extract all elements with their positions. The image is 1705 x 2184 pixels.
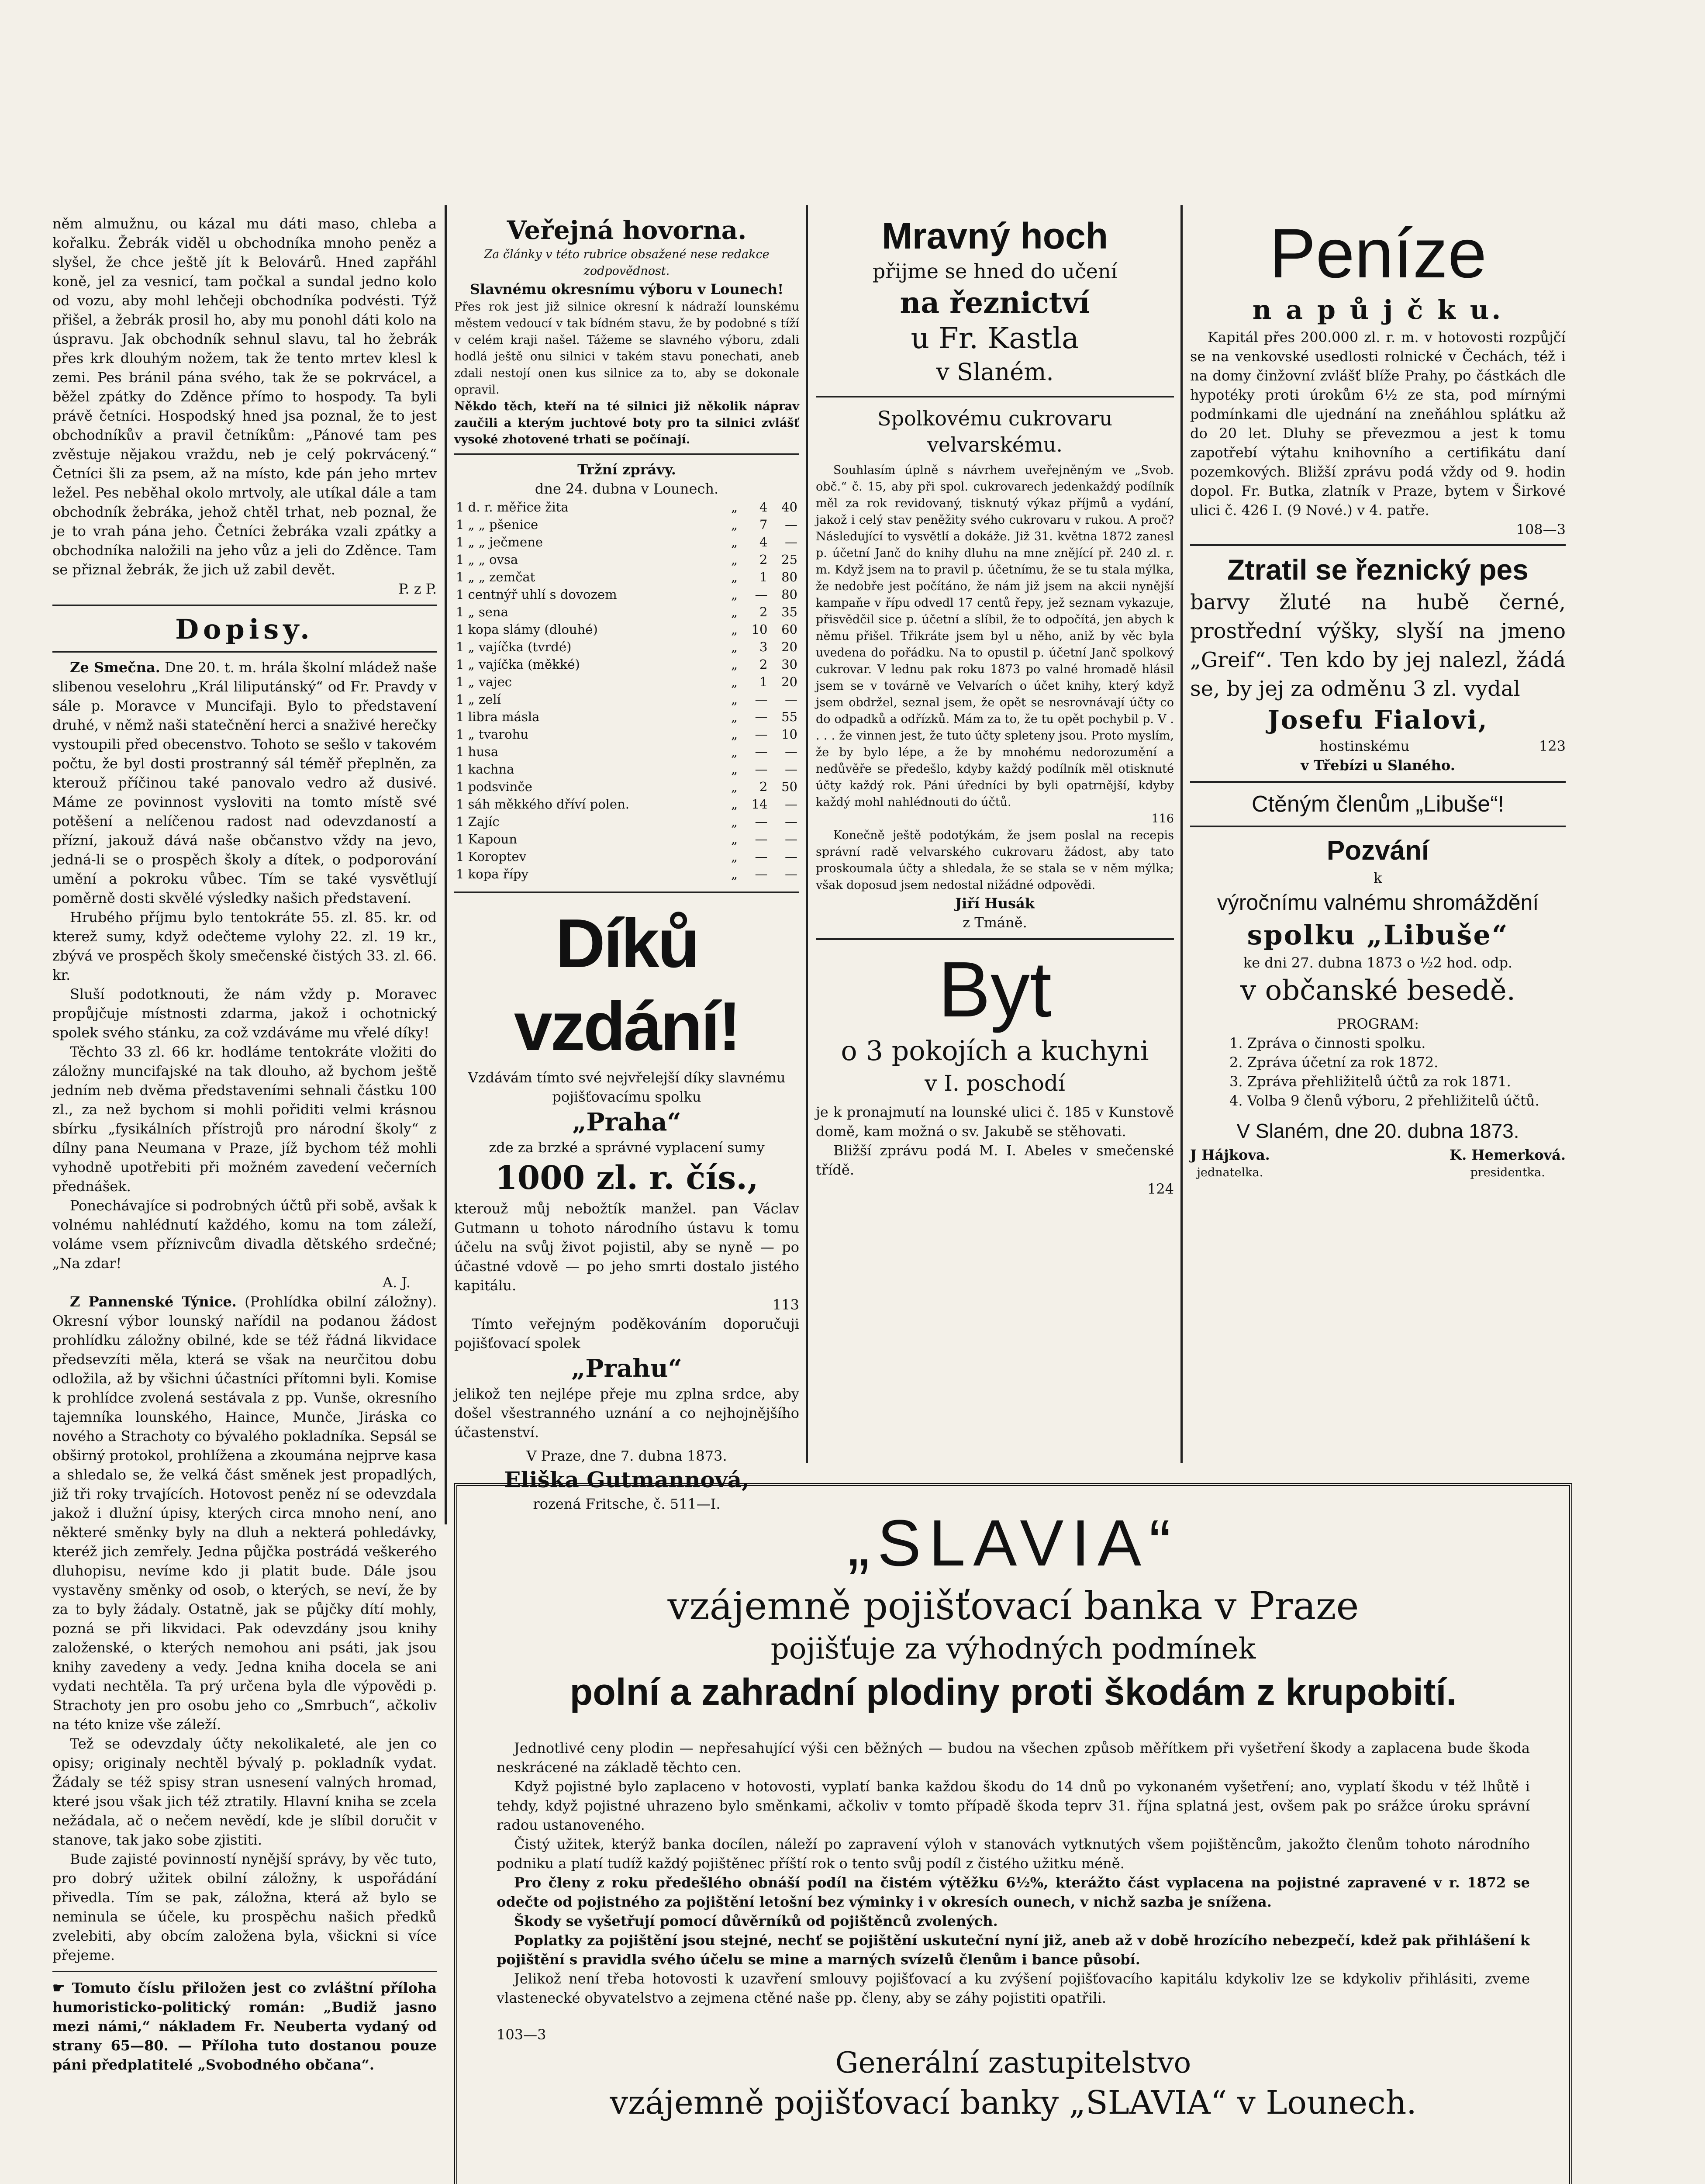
market-cell: 20 bbox=[781, 639, 797, 654]
slavia-paragraph bbox=[497, 1835, 1530, 1873]
thanks-text: kterouž můj nebožtík manžel. pan Václav Gutmann u tohoto národního ústavu k tomu účelu na svůj život pojistil, aby se nyně — po účastné vdově — po jeho smrti dostalo jistého kapitálu. bbox=[454, 1200, 799, 1294]
thanks-text: jelikož ten nejlépe přeje mu zplna srdce, aby došel všestranného uznání a co nejhojnějšího účastenství. bbox=[454, 1386, 799, 1441]
slavia-paragraph-text: Pro členy z roku předešlého obnáší podíl na čistém výtěžku 6½%, kterážto část vyplacena na pojistné zapravené v r. 1872 se odečte od pojistného za pojištění letošní bez výminky i v okresích ounech, v nichž sazba je snížena. bbox=[497, 1874, 1530, 1910]
lost-dog-signature-line bbox=[1190, 736, 1566, 756]
apprentice-ad-place: v Slaném. bbox=[936, 358, 1054, 386]
sugar-signature: Jiří Husák bbox=[955, 895, 1035, 912]
market-cell: „ bbox=[731, 587, 738, 602]
thanks-sum: 1000 zl. r. čís., bbox=[495, 1159, 759, 1197]
slavia-paragraph-text: Čistý užitek, kterýž banka docílen, náleží po zapravení výloh v stanovách vytknutých všem pojištěncům, jakožto členům tohoto národního podniku a platí tudíž každý pojištěnec příští rok o tento svůj podíl z čistého užitku méně. bbox=[497, 1836, 1530, 1872]
market-cell: „ bbox=[731, 639, 738, 654]
market-row bbox=[454, 656, 799, 673]
column-rule-1 bbox=[445, 205, 447, 1524]
market-cell: 1 „ „ ovsa bbox=[456, 552, 518, 567]
column-1 bbox=[52, 214, 437, 2074]
slavia-paragraph bbox=[497, 1738, 1530, 1777]
flat-ad-heading: Byt bbox=[938, 946, 1052, 1033]
place-smecno: Ze Smečna. bbox=[70, 659, 160, 676]
paragraph bbox=[52, 1849, 437, 1965]
market-cell: „ bbox=[731, 535, 738, 549]
program-item: 3. Zpráva přehližitelů účtů za rok 1871. bbox=[1229, 1073, 1511, 1090]
market-cell: 4 bbox=[759, 535, 768, 549]
paragraph-text: Sluší podotknouti, že nám vždy p. Moravec propůjčuje místnosti zdarma, jakož i ochotnický spolek svého stánku, za což vzdáváme mu vřelé díky! bbox=[52, 986, 437, 1041]
libuse-greeting: Ctěným členům „Libuše“! bbox=[1252, 791, 1504, 817]
market-cell: 35 bbox=[781, 605, 797, 619]
market-cell: — bbox=[785, 517, 797, 532]
lost-dog-signature-role: hostinskému bbox=[1319, 738, 1410, 754]
column-3 bbox=[816, 214, 1174, 1199]
market-cell: „ bbox=[731, 692, 738, 707]
slavia-paragraph-text: Jednotlivé ceny plodin — nepřesahující výši cen běžných — budou na všechen způsob měřítkem při vyšetření škody a zaplacena bude škoda neskrácené na základě těchto cen. bbox=[497, 1740, 1530, 1776]
divider bbox=[816, 938, 1174, 940]
divider bbox=[454, 892, 799, 893]
market-cell: 1 kopa slámy (dlouhé) bbox=[456, 622, 598, 637]
libuse-place: v občanské besedě. bbox=[1240, 975, 1515, 1007]
column-rule-3 bbox=[1180, 205, 1183, 1463]
paragraph-text: Ponechávajíce si podrobných účtů při sobě, avšak k volnému nahlédnutí každého, komu na tom záleží, voláme vsem příznivcům divadla dětského srdečné; „Na zdar! bbox=[52, 1197, 437, 1272]
divider bbox=[816, 396, 1174, 397]
market-row bbox=[454, 760, 799, 778]
market-row bbox=[454, 778, 799, 795]
place-tynice: Z Pannenské Týnice. bbox=[70, 1293, 237, 1310]
market-table bbox=[454, 498, 799, 883]
ad-number: 113 bbox=[772, 1296, 799, 1313]
market-cell: 14 bbox=[751, 797, 768, 812]
ad-number: 103—3 bbox=[497, 2026, 546, 2043]
market-cell: 2 bbox=[759, 605, 768, 619]
market-cell: „ bbox=[731, 622, 738, 637]
thanks-text: Vzdávám tímto své nejvřelejší díky slavnému pojišťovacímu spolku bbox=[468, 1069, 786, 1105]
divider bbox=[52, 605, 437, 606]
libuse-meeting: výročnímu valnému shromáždění bbox=[1217, 890, 1539, 915]
market-cell: „ bbox=[731, 744, 738, 759]
slavia-title: „SLAVIA“ bbox=[847, 1506, 1179, 1579]
thanks-heading: Díků vzdání! bbox=[514, 905, 740, 1065]
libuse-date: ke dni 27. dubna 1873 o ½2 hod. odp. bbox=[1243, 954, 1513, 971]
market-row bbox=[454, 603, 799, 621]
slavia-line1: vzájemně pojišťovací banka v Praze bbox=[667, 1583, 1359, 1628]
market-cell: 25 bbox=[781, 552, 797, 567]
slavia-ad-box bbox=[454, 1483, 1572, 2184]
market-cell: 1 d. r. měřice žita bbox=[456, 500, 569, 515]
market-cell: 50 bbox=[781, 779, 797, 794]
market-cell: „ bbox=[731, 657, 738, 672]
slavia-paragraph bbox=[497, 1931, 1530, 1969]
market-row bbox=[454, 865, 799, 883]
flat-ad-info-text: Bližší zprávu podá M. I. Abeles v smečenské třídě. bbox=[816, 1142, 1174, 1178]
paragraph bbox=[52, 1196, 437, 1273]
letter-smecno bbox=[52, 658, 437, 908]
program-list bbox=[1190, 1033, 1566, 1110]
ad-number: 116 bbox=[1151, 812, 1174, 826]
thanks-date: V Praze, dne 7. dubna 1873. bbox=[526, 1448, 727, 1464]
market-cell: „ bbox=[731, 832, 738, 847]
loan-ad-subheading: n a p ů j č k u. bbox=[1252, 295, 1504, 325]
market-cell: 1 „ sena bbox=[456, 605, 508, 619]
letter-tynice bbox=[52, 1292, 437, 1734]
market-cell: — bbox=[755, 727, 768, 742]
market-cell: „ bbox=[731, 709, 738, 724]
market-cell: — bbox=[755, 744, 768, 759]
slavia-paragraph bbox=[497, 1969, 1530, 2008]
flat-ad-rooms: o 3 pokojích a kuchyni bbox=[841, 1035, 1149, 1067]
letter-signature: A. J. bbox=[383, 1274, 411, 1291]
slavia-paragraph bbox=[497, 1873, 1530, 1911]
market-cell: 2 bbox=[759, 779, 768, 794]
ad-number: 124 bbox=[1147, 1181, 1174, 1197]
market-cell: 10 bbox=[751, 622, 768, 637]
market-heading: Tržní zprávy. bbox=[577, 461, 676, 478]
market-cell: 1 podsvinče bbox=[456, 779, 532, 794]
market-cell: 4 bbox=[759, 500, 768, 515]
market-cell: — bbox=[785, 762, 797, 777]
market-cell: 1 bbox=[759, 570, 768, 584]
public-forum-heading: Veřejná hovorna. bbox=[507, 215, 747, 245]
market-cell: 10 bbox=[781, 727, 797, 742]
market-cell: 1 „ tvarohu bbox=[456, 727, 528, 742]
ad-number: 108—3 bbox=[1516, 521, 1566, 538]
sugar-heading: Spolkovému cukrovaru velvarskému. bbox=[877, 407, 1112, 456]
libuse-club: spolku „Libuše“ bbox=[1247, 919, 1509, 951]
slavia-paragraph-text: Škody se vyšetřují pomocí důvěrníků od pojištěnců zvolených. bbox=[514, 1913, 998, 1929]
market-row bbox=[454, 743, 799, 760]
market-row bbox=[454, 813, 799, 830]
market-cell: „ bbox=[731, 867, 738, 881]
thanks-signature-note: rozená Fritsche, č. 511—I. bbox=[533, 1496, 721, 1512]
market-cell: — bbox=[755, 709, 768, 724]
supplement-notice bbox=[52, 1978, 437, 2074]
market-cell: „ bbox=[731, 500, 738, 515]
market-row bbox=[454, 848, 799, 865]
libuse-invitation-heading: Pozvání bbox=[1326, 836, 1429, 866]
loan-ad-body-text: Kapitál přes 200.000 zl. r. m. v hotovosti rozpůjčí se na venkovské usedlosti rolnické v Čechách, též i na domy činžovní zvlášť blíže Prahy, po částkách dle hypotéky proti úrokům 6½ ze sta, pod mírnými podmínkami dle ujednání na zneňáhlou splátku až do 20 let. Dluhy se převezmou a jest k tomu zapotřebí výtahu knihovního a certifikátu daní pozemkových. Bližší zprávu podá vždy od 9. hodin dopol. Fr. Butka, zlatník v Praze, bytem v Širkové ulici č. 426 I. (9 Nové.) v 4. patře. bbox=[1190, 329, 1566, 518]
market-date: dne 24. dubna v Lounech. bbox=[535, 480, 719, 497]
market-cell: 3 bbox=[759, 639, 768, 654]
sugar-body-text: Souhlasím úplně s návrhem uveřejněným ve „Svob. obč.“ č. 15, aby při spol. cukrovarech jedenkaždý podílník měl za rok revidovaný, tisknutý výkaz příjmů a vydání, jakož i celý stav peněžity svého cukrovaru v rukou. A proč? Následující to vysvětlí a dokáže. Již 31. května 1872 zanesl p. účetní Janč do knihy dluhu na mne znějící př. 240 zl. r. m. Když jsem na to pravil p. účetnímu, že se tu stala mýlka, že nedobře jest počítáno, že nám již jsem na akcii nynější kampaňe v řípu odvedl 17 centů řepy, jež seznam vykazuje, přisvědčil sice p. účetní a slíbil, že to odpočítá, jen abych k němu přišel. Třikráte jsem byl u něho, aniž by věc byla uvedena do pořádku. Na to opustil p. účetní Janč spolkový cukrovar. V lednu pak roku 1873 po valné hromadě hlásil jsem se v továrně ve Velvarích o účet knihy, který když jsem obdržel, seznal jsem, že opět se nesrovnávají účty co do odpadků a odřízků. Mám za to, že tu opět pochybil p. V . . . . že vinnen jest, že tuto účty spleteny jsou. Proto myslím, že by bylo lépe, a že by mnohému nedorozumění a nedůvěře se předešlo, kdyby každý podílník měl otisknuté účty každý rok. Páni úředníci by byli opatrnější, kdyby každý mohl nahlédnouti do účtů. bbox=[816, 463, 1174, 809]
slavia-paragraph bbox=[497, 1911, 1530, 1931]
public-forum-addressee: Slavnému okresnímu výboru v Lounech! bbox=[469, 281, 784, 297]
market-cell: „ bbox=[731, 517, 738, 532]
thanks-text bbox=[454, 1314, 799, 1353]
lost-dog-heading: Ztratil se řeznický pes bbox=[1227, 553, 1529, 586]
divider bbox=[1190, 826, 1566, 827]
program-heading: PROGRAM: bbox=[1336, 1016, 1419, 1032]
libuse-k: k bbox=[1374, 870, 1382, 886]
paragraph-text: Hrubého příjmu bylo tentokráte 55. zl. 85. kr. od kterež sumy, když odečteme vylohy 22. zl. 19 kr., zbývá ve prospěch školy smečenské čistých 33. zl. 66. kr. bbox=[52, 909, 437, 983]
thanks-text: zde za brzké a správné vyplacení sumy bbox=[489, 1139, 765, 1156]
libuse-signoff: V Slaném, dne 20. dubna 1873. bbox=[1236, 1120, 1519, 1142]
slavia-paragraph bbox=[497, 1777, 1530, 1835]
public-forum-body: Přes rok jest již silnice okresní k nádraží lounskému městem vedoucí v tak bídném stavu, že by podobné s tíží v celém kraji našel. Tážeme se slavného výboru, zdali hodlá ještě onu silnici v takém stavu ponechati, aneb zdali nestojí onen kus silnice za to, aby se dokonale opravil. bbox=[454, 300, 799, 397]
column-2 bbox=[454, 214, 799, 1514]
sugar-signature-place: z Tmáně. bbox=[963, 914, 1027, 931]
market-cell: 1 Kapoun bbox=[456, 832, 518, 847]
market-cell: 1 sáh měkkého dříví polen. bbox=[456, 797, 629, 812]
paragraph bbox=[52, 985, 437, 1042]
slavia-line3: polní a zahradní plodiny proti škodám z krupobití. bbox=[569, 1671, 1457, 1713]
supplement-notice-text: Tomuto číslu přiložen jest co zvláštní příloha humoristicko-politický román: „Budiž jasno mezi námi,“ nákladem Fr. Neuberta vydaný od strany 65—80. — Příloha tuto dostanou pouze páni předplatitelé „Svobodného občana“. bbox=[52, 1980, 437, 2073]
market-row bbox=[454, 586, 799, 603]
market-cell: 1 „ „ ječmene bbox=[456, 535, 543, 549]
market-cell: — bbox=[755, 849, 768, 864]
market-row bbox=[454, 498, 799, 516]
market-cell: — bbox=[785, 814, 797, 829]
paragraph bbox=[52, 1042, 437, 1196]
market-row bbox=[454, 533, 799, 551]
market-cell: „ bbox=[731, 779, 738, 794]
flat-ad-info bbox=[816, 1141, 1174, 1179]
letter-tynice-text: (Prohlídka obilní záložny). Okresní výbor lounský nařídil na podanou žádost prohlídku záložny obilné, kde se též řádná likvidace předsevzíti měla, která se však na neurčitou dobu odložila, až by všichni účastníci přítomni byli. Komise k prohlídce zvolená sestávala z pp. Vunše, okresního tajemníka lounského, Haince, Munče, Jiráska co novéhо a Strachoty co bývalého pokladníka. Sepsál se obširný protokol, prohlížena a zkoumána nejprve kasa a shledalo se, že velká část směnek jest propadlých, již tři roky trvajících. Hotovost peněz ní se odevzdala jakož i dlužní úpisy, kterých circa mnoho není, ano některé směnky byly na dluh a nekterá pohledávky, kteréž jich zemřely. Jedna půjčka postrádá veškerého dluhopisu, nevíme kdo ji platit bude. Dále jsou vystavěny směnky od osob, o kterých, se neví, že by za to byly žádaly. Ostatně, jak se půjčky dítí mohly, pozná se při likvidaci. Pak odevzdány jsou knihy založenské, o kterých nemohou ani psáti, jak jsou knihy zavedeny a vedy. Jedna kniha docela se ani vydati nechtěla. Ta prý určena byla dle výpovědi p. Strachoty jen pro osobu jeho co „Smrbuch“, ačkoliv na této knize vše záleží. bbox=[52, 1293, 437, 1733]
slavia-paragraph-text: Jelikož není třeba hotovosti k uzavření smlouvy pojišťovací a ku zvýšení pojišťovacího kapitálu kdykoliv lze se kdykoliv přihlásiti, zveme vlastenecké obyvatelstvo a zejmena ctěné naše pp. členy, aby se záhy pojistiti opatřili. bbox=[497, 1970, 1530, 2006]
market-cell: 80 bbox=[781, 570, 797, 584]
thanks-company: „Prahu“ bbox=[571, 1354, 682, 1383]
pointing-hand-icon: ☛ bbox=[52, 1980, 72, 1996]
apprentice-ad-name: u Fr. Kastla bbox=[911, 321, 1079, 355]
market-cell: „ bbox=[731, 814, 738, 829]
program-item: 1. Zpráva o činnosti spolku. bbox=[1229, 1035, 1426, 1051]
market-cell: 1 „ zelí bbox=[456, 692, 501, 707]
market-cell: „ bbox=[731, 849, 738, 864]
market-cell: — bbox=[755, 832, 768, 847]
thanks-company: „Praha“ bbox=[572, 1108, 681, 1137]
divider bbox=[1190, 781, 1566, 783]
market-row bbox=[454, 638, 799, 656]
market-cell: „ bbox=[731, 570, 738, 584]
market-cell: 1 „ vajíčka (tvrdé) bbox=[456, 639, 572, 654]
slavia-paragraph-text: Když pojistné bylo zaplaceno v hotovosti, vyplatí banka každou škodu do 14 dnů po vykonaném vyšetření; ano, vyplatí škodu v též lhůtě i tehdy, když pojistné uhrazeno bylo směnkami, ačkoliv v tomto případě škoda teprv 31. října splatná jest, ovšem pak po srážce úroku správní radou ustanoveného. bbox=[497, 1778, 1530, 1833]
apprentice-ad-line: přijme se hned do učení bbox=[872, 259, 1118, 283]
market-row bbox=[454, 691, 799, 708]
market-cell: — bbox=[785, 744, 797, 759]
market-cell: „ bbox=[731, 727, 738, 742]
apprentice-ad-trade: na řeznictví bbox=[900, 286, 1090, 320]
dopisy-heading: Dopisy. bbox=[175, 613, 314, 645]
loan-ad-body bbox=[1190, 328, 1566, 520]
market-row bbox=[454, 551, 799, 568]
lost-dog-signature: Josefu Fialovi, bbox=[1267, 705, 1488, 735]
thanks-text-line: Tímto veřejným poděkováním doporučuji pojišťovací spolek bbox=[454, 1316, 799, 1351]
market-cell: — bbox=[785, 797, 797, 812]
paragraph bbox=[52, 1734, 437, 1849]
program-item: 2. Zpráva účetní za rok 1872. bbox=[1229, 1054, 1439, 1071]
public-forum-closing: Někdo těch, kteří na té silnici již několik náprav zaučili a kterým juchtové boty pro ta silnici zvlášť vysoké zhotovené trhati se počínají. bbox=[454, 400, 799, 446]
signature-role: jednatelka. bbox=[1197, 1166, 1263, 1179]
signature-name: J Hájkova. bbox=[1190, 1147, 1270, 1163]
market-cell: 2 bbox=[759, 657, 768, 672]
libuse-signature-secretary bbox=[1190, 1145, 1270, 1181]
market-cell: 2 bbox=[759, 552, 768, 567]
market-cell: 30 bbox=[781, 657, 797, 672]
market-row bbox=[454, 673, 799, 691]
market-row bbox=[454, 568, 799, 586]
sugar-body bbox=[816, 462, 1174, 811]
market-cell: 1 bbox=[759, 674, 768, 689]
market-cell: 1 Koroptev bbox=[456, 849, 527, 864]
divider bbox=[52, 651, 437, 653]
column-rule-2 bbox=[806, 205, 808, 1463]
signature-name: K. Hemerková. bbox=[1450, 1147, 1566, 1163]
market-cell: 1 „ vajíčka (měkké) bbox=[456, 657, 580, 672]
market-cell: 1 libra másla bbox=[456, 709, 540, 724]
market-row bbox=[454, 708, 799, 726]
thanks-signature: Eliška Gutmannová, bbox=[504, 1467, 749, 1493]
paragraph bbox=[52, 908, 437, 985]
paragraph-text: Bude zajisté povinností nynější správy, by věc tuto, pro dobrý užitek obilní záložny, k uspořádání přivedla. Tím se pak, záložna, která až bylo se neminula se účele, ku prospěchu našich předků zvelebiti, aby obcím založena byla, všickni si více přejeme. bbox=[52, 1851, 437, 1963]
market-cell: 60 bbox=[781, 622, 797, 637]
divider bbox=[52, 1971, 437, 1972]
sugar-body bbox=[816, 827, 1174, 894]
market-cell: — bbox=[785, 849, 797, 864]
market-cell: — bbox=[785, 867, 797, 881]
market-cell: 1 kachna bbox=[456, 762, 514, 777]
slavia-line2: pojišťuje za výhodných podmínek bbox=[770, 1632, 1256, 1666]
market-cell: 1 Zajíc bbox=[456, 814, 500, 829]
slavia-footer1: Generální zastupitelstvo bbox=[835, 2046, 1191, 2080]
market-cell: 80 bbox=[781, 587, 797, 602]
flat-ad-body: je k pronajmutí na lounské ulici č. 185 v Kunstově domě, kam možná o sv. Jakubě se stěhovati. bbox=[816, 1104, 1174, 1140]
letter-smecno-text: Dne 20. t. m. hrála školní mládež naše slibenou veselohru „Král liliputánský“ od Fr. Pravdy v sále p. Moravce v Muncifaji. Bylo to představení druhé, v němž naši statečnění herci a snaživé herečky vystoupili před obecenstvo. Tohoto se sešlo v takovém počtu, že byl dosti prostranný sál téměř přeplněn, za kterouž příčinou také panovalo vedro až dusivé. Máme ze povinnost vysloviti na tomto místě své potěšení a nelíčenou radost nad odevzdaností a přízní, jakouž dává naše občanstvo vždy na jevo, jedná-li se o prospěch školy a dítek, o podporování umění a pokroku vůbec. Tím se také vysvětlují poměrně dosti skvělé výsledky našich představení. bbox=[52, 659, 437, 906]
market-cell: „ bbox=[731, 797, 738, 812]
market-cell: — bbox=[755, 814, 768, 829]
divider bbox=[1190, 544, 1566, 546]
story-ending: něm almužnu, ou kázal mu dáti maso, chleba a kořalku. Žebrák viděl u obchodníka mnoho peněz a slyšel, že chce ještě jít k Belovárů. Hned zapřáhl koně, jel za vesnicí, tam počkal a sundal jedno kolo od vozu, aby mohl lehčeji obchodníka podvésti. Týž přišel, a žebrák prosil ho, aby mu ponohl dáti kolo na úspravu. Jak obchodník sehnul slavu, tal ho žebrák přes krk dlouhým nožem, tak že tento mrtev klesl k zemi. Pes bránil pána svého, tak že se pokrvácel, a běžel zpátky do Zděnce přímo to hospody. Ta byli právě četníci. Hospodský hned jsa poznal, že to jest obchodníkův a pravil četníkům: „Pánové tam pes zvěstuje nějakou vraždu, neb je celý pokrvácený.“ Četníci šli za psem, až na místo, kde pán jeho mrtev ležel. Pes neběhal okolo mrtvoly, ale utíkal dále a tam obchodník žebráka, jehož chtěl trhat, neb poznal, že je to vrah pána jeho. Četníci žebráka vzali zpátky a obchodníka naložili na jeho vůz a jeli do Zděnce. Tam se přiznal žebrák, že jich už zabil devět. bbox=[52, 215, 437, 578]
market-cell: — bbox=[755, 867, 768, 881]
market-cell: 1 „ „ pšenice bbox=[456, 517, 538, 532]
market-cell: 40 bbox=[781, 500, 797, 515]
market-cell: „ bbox=[731, 552, 738, 567]
divider bbox=[454, 453, 799, 455]
market-cell: — bbox=[755, 762, 768, 777]
market-cell: — bbox=[785, 832, 797, 847]
market-row bbox=[454, 621, 799, 638]
public-forum-disclaimer: Za články v této rubrice obsažené nese redakce zodpovědnost. bbox=[484, 248, 770, 278]
market-cell: „ bbox=[731, 762, 738, 777]
paragraph-text: Těchto 33 zl. 66 kr. hodláme tentokráte vložiti do záložny muncifajské na tak dlouho, až bychom ještě jedním neb dvěma představeními sehnali částku 100 zl., za než bychom si mohli pořiditi velmi krásnou sbírku „fysikálních přístrojů pro národní školy“ z dílny pana Neumana v Praze, jíž bychom též mohli vyhodně upotřebiti při možném zavedení večerních přednášek. bbox=[52, 1044, 437, 1195]
lost-dog-body: barvy žluté na hubě černé, prostřední výšky, slyší na jmeno „Greif“. Ten kdo by jej nalezl, žádá se, by jej za odměnu 3 zl. vydal bbox=[1190, 590, 1566, 701]
slavia-footer2: vzájemně pojišťovací banky „SLAVIA“ v Lounech. bbox=[610, 2084, 1417, 2122]
sugar-body-text: Konečně ještě podotýkám, že jsem poslal na recepis správní radě velvarského cukrovaru žádost, aby tato proskoumala účty a shledala, že se stala se v něm mýlka; však doposud jsem nedostal nižádné odpovědi. bbox=[816, 829, 1174, 892]
signature-role: presidentka. bbox=[1470, 1166, 1545, 1179]
market-cell: — bbox=[755, 587, 768, 602]
column-4 bbox=[1190, 214, 1566, 1181]
market-cell: 1 „ „ zemčat bbox=[456, 570, 535, 584]
market-cell: 1 husa bbox=[456, 744, 499, 759]
market-row bbox=[454, 516, 799, 533]
market-row bbox=[454, 830, 799, 848]
market-cell: 20 bbox=[781, 674, 797, 689]
market-row bbox=[454, 726, 799, 743]
market-cell: 7 bbox=[759, 517, 768, 532]
program-item: 4. Volba 9 členů výboru, 2 přehližitelů účtů. bbox=[1229, 1092, 1539, 1109]
market-cell: „ bbox=[731, 674, 738, 689]
ad-number: 123 bbox=[1539, 738, 1566, 754]
market-cell: — bbox=[755, 692, 768, 707]
apprentice-ad-heading: Mravný hoch bbox=[881, 215, 1108, 256]
libuse-signatures bbox=[1190, 1145, 1566, 1181]
flat-ad-floor: v I. poschodí bbox=[925, 1071, 1065, 1096]
market-cell: 1 centnýř uhlí s dovozem bbox=[456, 587, 617, 602]
market-cell: — bbox=[785, 535, 797, 549]
slavia-paragraph-text: Poplatky za pojištění jsou stejné, nechť se pojištění uskuteční nyní již, aneb až v době hrozícího nebezpečí, kdež pak přihlášení k pojištění s pravidla svého účelu se mine a marných svízelů členům i bance působí. bbox=[497, 1932, 1530, 1968]
market-cell: — bbox=[785, 692, 797, 707]
story-signature: P. z P. bbox=[398, 581, 437, 597]
loan-ad-heading: Peníze bbox=[1269, 214, 1487, 292]
market-cell: 55 bbox=[781, 709, 797, 724]
market-cell: 1 kopa řípy bbox=[456, 867, 528, 881]
lost-dog-signature-place: v Třebízi u Slaného. bbox=[1301, 757, 1455, 774]
market-cell: „ bbox=[731, 605, 738, 619]
libuse-signature-president bbox=[1450, 1145, 1566, 1181]
paragraph-text: Tež se odevzdaly účty nekolikaleté, ale jen co opisy; originaly nechtěl bývalý p. pokladník vydat. Žádaly se též spisy stran usnesení valných hromad, které jsou však jich též ztratily. Hlavní kniha se zcela nežádala, ač o nečem nevědí, kde je slíbil doručit v stanove, tak jako sobe zjistiti. bbox=[52, 1735, 437, 1848]
market-cell: 1 „ vajec bbox=[456, 674, 512, 689]
market-row bbox=[454, 795, 799, 813]
